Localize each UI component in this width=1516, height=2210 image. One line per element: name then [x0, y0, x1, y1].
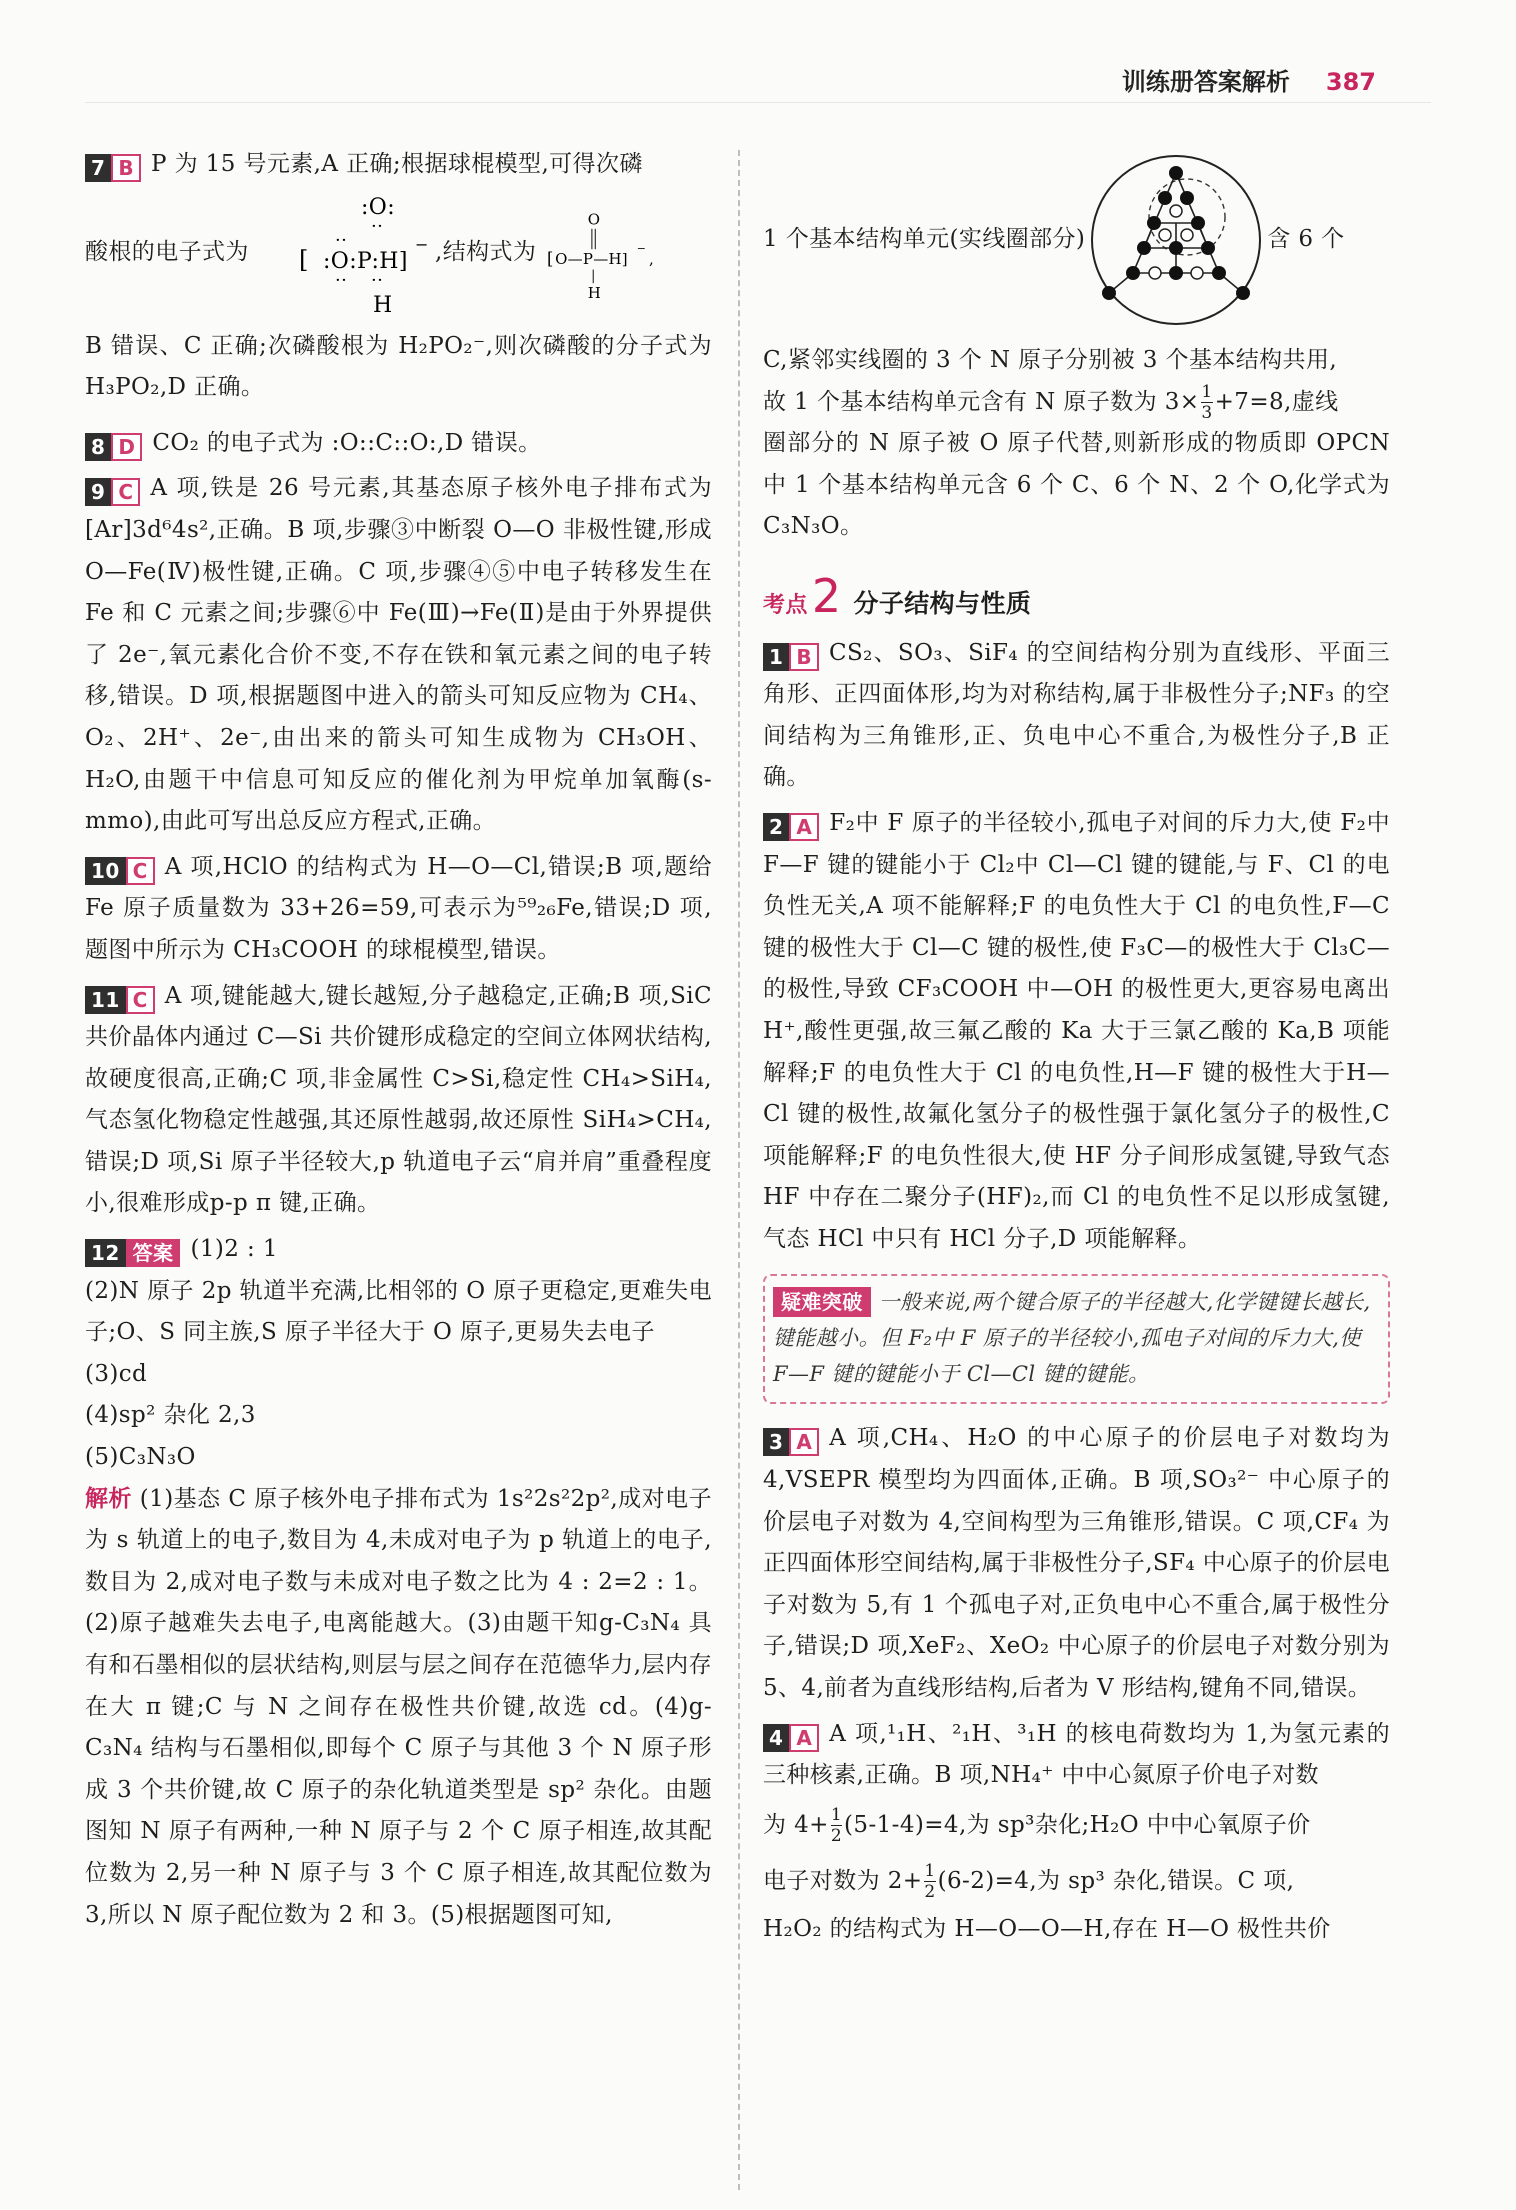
- question-10: [85, 847, 712, 972]
- r4-t3-pre: 电子对数为 2+: [763, 1867, 923, 1894]
- unit-continuation-1: C,紧邻实线圈的 3 个 N 原子分别被 3 个基本结构共用,: [763, 347, 1338, 373]
- hint-text: 一般来说,两个键合原子的半径越大,化学键键长越长,键能越小。但 F₂中 F 原子的半径较小,孤电子对间的斥力大,使 F—F 键的键能小于 Cl—Cl 键的键能。: [773, 1290, 1371, 1387]
- left-column: [85, 140, 712, 1936]
- question-7: [85, 144, 712, 186]
- fraction-one-half-2: [924, 1861, 935, 1902]
- q7-formula-block: [85, 186, 712, 326]
- svg-text:··: ··: [335, 269, 348, 291]
- svg-text:··: ··: [335, 229, 348, 251]
- question-badge: 4 A: [763, 1724, 819, 1752]
- question-badge: 8 D: [85, 433, 142, 461]
- svg-text:−: −: [636, 241, 647, 255]
- page-number: 387: [1325, 68, 1376, 96]
- frac-den: 3: [1201, 403, 1213, 424]
- svg-text:O—P—H]: O—P—H]: [555, 249, 628, 268]
- frac-num: 1: [1201, 382, 1213, 403]
- r4-t2-pre: 为 4+: [763, 1811, 829, 1838]
- svg-text::O:: :O:: [361, 194, 396, 220]
- question-badge: 11 C: [85, 986, 155, 1014]
- difficulty-hint-box: [763, 1274, 1390, 1404]
- section-heading: [763, 568, 1390, 627]
- q10-text: A 项,HClO 的结构式为 H—O—Cl,错误;B 项,题给 Fe 原子质量数为 33+26=59,可表示为⁵⁹₂₆Fe,错误;D 项,题图中所示为 CH₃COOH 的球棍模型,错误。: [85, 853, 712, 963]
- unit-text-pre: 1 个基本结构单元(实线圈部分): [763, 226, 1086, 253]
- unit-text-post: 含 6 个: [1267, 226, 1345, 253]
- svg-text:H: H: [587, 283, 602, 302]
- q12-analysis-text: (1)基态 C 原子核外电子排布式为 1s²2s²2p²,成对电子为 s 轨道上的电子,数目为 4,未成对电子为 p 轨道上的电子,数目为 2,成对电子数与未成对电子数之比为 4 : 2=2 : 1。(2)原子越难失去电子,电离能越大。(3)由题干知g-C₃N₄ 具有和石墨相似的层状结构,则层与层之间存在范德华力,层内存在大 π 键;C 与 N 之间存在极性共价键,故选 cd。(4)g-C₃N₄ 结构与石墨相似,即每个 C 原子与其他 3 个 N 原子形成 3 个共价键,故 C 原子的杂化轨道类型是 sp² 杂化。由题图知 N 原子有两种,一种 N 原子与 2 个 C 原子相连,故其配位数为 2,另一种 N 原子与 3 个 C 原子相连,故其配位数为 3,所以 N 原子配位数为 2 和 3。(5)根据题图可知,: [85, 1485, 712, 1928]
- r3-text: A 项,CH₄、H₂O 的中心原子的价层电子对数均为 4,VSEPR 模型均为四面体,正确。B 项,SO₃²⁻ 中心原子的价层电子对数为 4,空间构型为三角锥形,错误。C 项,CF₄ 为正四面体形空间结构,属于非极性分子,SF₄ 中心原子的价层电子对数为 5,有 1 个孤电子对,正负电中心不重合,属于极性分子,错误;D 项,XeF₂、XeO₂ 中心原子的价层电子对数分别为 5、4,前者为直线形结构,后者为 V 形结构,键角不同,错误。: [763, 1425, 1390, 1702]
- cont2-post: +7=8,虚线: [1214, 388, 1339, 415]
- r4-line-4: H₂O₂ 的结构式为 H—O—O—H,存在 H—O 极性共价: [763, 1915, 1331, 1942]
- question-11: [85, 976, 712, 1226]
- section-title: 分子结构与性质: [853, 588, 1032, 618]
- svg-text:−: −: [415, 234, 429, 254]
- question-badge: 2 A: [763, 813, 819, 841]
- svg-text:,: ,: [649, 249, 655, 268]
- hypophosphite-structural-formula: [547, 186, 717, 326]
- svg-text:[: [: [547, 248, 554, 268]
- frac-num: 1: [924, 1861, 936, 1882]
- q12-answer-1: (1)2 : 1: [190, 1236, 278, 1263]
- r4-line-2: [763, 1797, 1390, 1853]
- q8-text: CO₂ 的电子式为 :O::C::O:,D 错误。: [152, 429, 542, 456]
- svg-text:··: ··: [371, 215, 384, 237]
- hypophosphite-lewis-structure: [295, 186, 435, 326]
- question-badge: 1 B: [763, 643, 819, 671]
- frac-num: 1: [830, 1805, 843, 1826]
- cont2-pre: 故 1 个基本结构单元含有 N 原子数为 3×: [763, 388, 1200, 415]
- section-number: 2: [811, 568, 842, 623]
- question-badge: 7 B: [85, 154, 141, 182]
- q12-analysis: [85, 1479, 712, 1937]
- q7-text-2: B 错误、C 正确;次磷酸根为 H₂PO₂⁻,则次磷酸的分子式为 H₃PO₂,D 正确。: [85, 332, 712, 401]
- section-label-text: 考点: [763, 592, 808, 618]
- svg-text:O: O: [587, 210, 601, 229]
- q7-formula-label: 酸根的电子式为: [85, 238, 249, 265]
- r2-text: F₂中 F 原子的半径较小,孤电子对间的斥力大,使 F₂中 F—F 键的键能小于 Cl₂中 Cl—Cl 键的键能,与 F、Cl 的电负性无关,A 项不能解释;F 的电负性大于 Cl 的电负性,F—C 键的极性大于 Cl—C 键的极性,使 F₃C—的极性大于 Cl₃C—的极性,导致 CF₃COOH 中—OH 的极性更大,更容易电离出 H⁺,酸性更强,故三氟乙酸的 Ka 大于三氯乙酸的 Ka,B 项能解释;F 的电负性大于 Cl 的电负性,H—F 键的极性大于H—Cl 键的极性,故氟化氢分子的极性强于氯化氢分子的极性,C 项能解释;F 的电负性很大,使 HF 分子间形成氢键,导致气态 HF 中存在二聚分子(HF)₂,而 Cl 的电负性不足以形成氢键,气态 HCl 中只有 HCl 分子,D 项能解释。: [763, 809, 1390, 1252]
- r4-text-1: A 项,¹₁H、²₁H、³₁H 的核电荷数均为 1,为氢元素的三种核素,正确。B 项,NH₄⁺ 中中心氮原子价电子对数: [763, 1720, 1390, 1789]
- unit-continuation-2: [763, 382, 1390, 424]
- question-badge: 10 C: [85, 857, 155, 885]
- q11-text: A 项,键能越大,键长越短,分子越稳定,正确;B 项,SiC 共价晶体内通过 C—Si 共价键形成稳定的空间立体网状结构,故硬度很高,正确;C 项,非金属性 C>Si,稳定性 CH₄>SiH₄,气态氢化物稳定性越强,其还原性越弱,故还原性 SiH₄>CH₄,错误;D 项,Si 原子半径较大,p 轨道电子云“肩并肩”重叠程度小,很难形成p-p π 键,正确。: [85, 982, 712, 1217]
- question-r4: [763, 1714, 1390, 1797]
- question-r1: [763, 633, 1390, 799]
- question-badge: 12 答案: [85, 1239, 180, 1267]
- svg-text::O:P:H]: :O:P:H]: [323, 248, 408, 274]
- question-8: [85, 423, 712, 465]
- fraction-one-half: [831, 1805, 842, 1846]
- page-header: [1122, 62, 1376, 97]
- r4-t2-post: (5-1-4)=4,为 sp³杂化;H₂O 中中心氧原子价: [844, 1811, 1311, 1838]
- question-12: [85, 1229, 712, 1271]
- q12-answer-3: (3)cd: [85, 1360, 148, 1387]
- q12-answer-2: (2)N 原子 2p 轨道半充满,比相邻的 O 原子更稳定,更难失电子;O、S 同主族,S 原子半径大于 O 原子,更易失去电子: [85, 1277, 712, 1346]
- svg-text:[: [: [299, 245, 309, 274]
- section-label: [763, 568, 842, 627]
- structure-unit-line: [763, 140, 1390, 340]
- question-r3: [763, 1418, 1390, 1709]
- q12-answer-4: (4)sp² 杂化 2,3: [85, 1402, 256, 1429]
- header-rule: [85, 102, 1431, 103]
- r4-t3-post: (6-2)=4,为 sp³ 杂化,错误。C 项,: [937, 1867, 1295, 1894]
- question-badge: 9 C: [85, 478, 140, 506]
- header-title: 训练册答案解析: [1121, 68, 1290, 96]
- question-badge: 3 A: [763, 1428, 819, 1456]
- analysis-label: 解析: [85, 1485, 132, 1512]
- frac-den: 2: [830, 1826, 843, 1847]
- q12-answer-5: (5)C₃N₃O: [85, 1444, 196, 1471]
- basic-structure-unit-figure: [1089, 153, 1263, 327]
- svg-text:··: ··: [371, 269, 384, 291]
- r1-text: CS₂、SO₃、SiF₄ 的空间结构分别为直线形、平面三角形、正四面体形,均为对称结构,属于非极性分子;NF₃ 的空间结构为三角锥形,正、负电中心不重合,为极性分子,B 正确。: [763, 639, 1390, 791]
- question-r2: [763, 803, 1390, 1261]
- column-divider: [738, 150, 740, 2190]
- hint-tag: 疑难突破: [773, 1287, 871, 1317]
- question-9: [85, 468, 712, 842]
- right-column: [763, 140, 1390, 1950]
- r4-line-3: [763, 1853, 1390, 1909]
- q9-text: A 项,铁是 26 号元素,其基态原子核外电子排布式为[Ar]3d⁶4s²,正确。B 项,步骤③中断裂 O—O 非极性键,形成 O—Fe(Ⅳ)极性键,正确。C 项,步骤④⑤中电子转移发生在 Fe 和 C 元素之间;步骤⑥中 Fe(Ⅲ)→Fe(Ⅱ)是由于外界提供了 2e⁻,氧元素化合价不变,不存在铁和氧元素之间的电子转移,错误。D 项,根据题图中进入的箭头可知反应物为 CH₄、O₂、2H⁺、2e⁻,由出来的箭头可知生成物为 CH₃OH、H₂O,由题干中信息可知反应的催化剂为甲烷单加氧酶(s-mmo),由此可写出总反应方程式,正确。: [85, 475, 712, 835]
- q7-text: P 为 15 号元素,A 正确;根据球棍模型,可得次磷: [150, 151, 643, 177]
- q7-formula-mid: ,结构式为: [435, 238, 537, 265]
- fraction-one-third: [1201, 382, 1212, 423]
- unit-continuation-3: 圈部分的 N 原子被 O 原子代替,则新形成的物质即 OPCN 中 1 个基本结构单元含 6 个 C、6 个 N、2 个 O,化学式为 C₃N₃O。: [763, 430, 1390, 540]
- svg-text:H: H: [373, 292, 393, 318]
- frac-den: 2: [924, 1882, 936, 1903]
